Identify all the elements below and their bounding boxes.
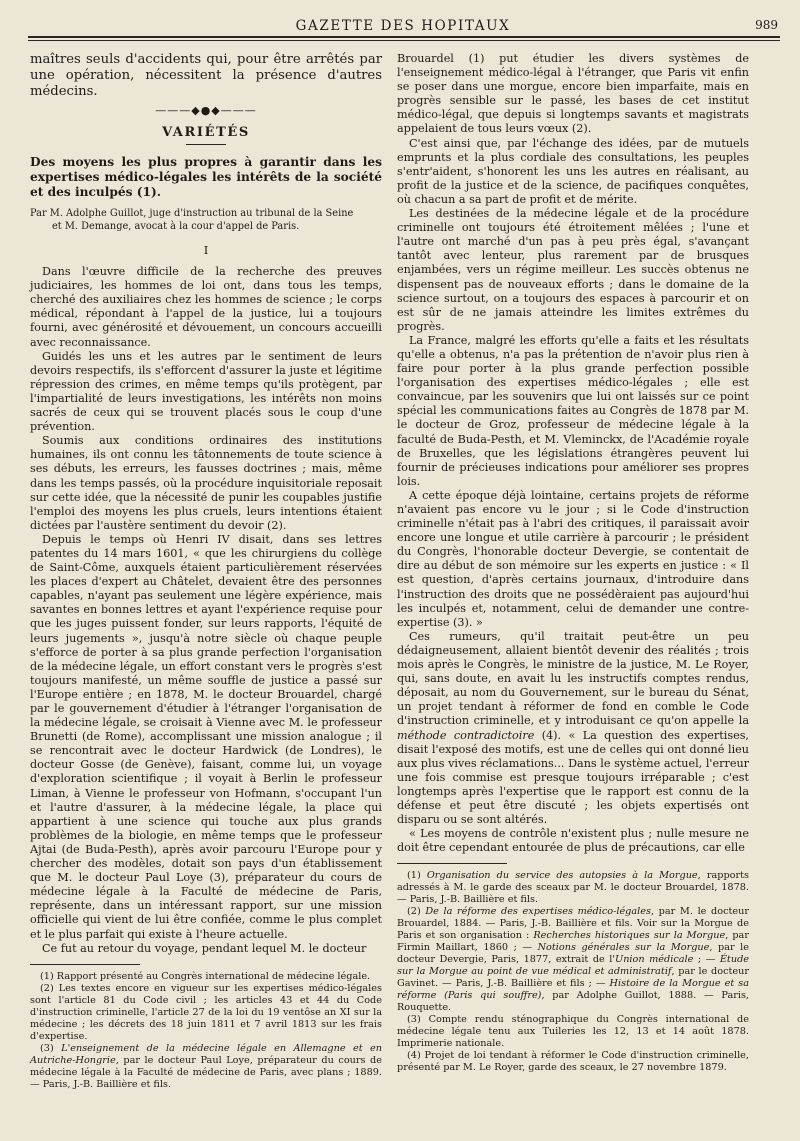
paragraph <box>397 630 749 827</box>
article-title: Des moyens les plus propres à garantir dans les expertises médico-légales les intérêts de la société et des inculpés (1). <box>30 155 382 200</box>
footnotes-left <box>30 971 382 1091</box>
footnote-rule <box>397 863 507 864</box>
ornament-divider: ———◆●◆——— <box>155 104 257 117</box>
paragraph-text: (4). « La question des expertises, disait l'exposé des motifs, est une de celles qui ont donné lieu aux plus vives réclamations... Dans le système actuel, l'erreur une fois commise est presque toujours irréparable ; c'est longtemps après l'expertise que le rapport est connu de la défense et peut être discuté ; les objets expertisés ont disparu ou se sont altérés. <box>397 728 749 827</box>
section-rule <box>186 144 226 145</box>
footnote: (1) Rapport présenté au Congrès international de médecine légale. <box>40 970 371 982</box>
footnote-text: , par Firmin Maillart, 1860 ; — <box>397 930 749 954</box>
running-title: GAZETTE DES HOPITAUX <box>295 18 511 34</box>
header-rule-thin <box>28 40 780 41</box>
paragraph: A cette époque déjà lointaine, certains projets de réforme n'avaient pas encore vu le jour ; si le Code d'instruction criminelle n'était pas à l'abri des critiques, il paraissait avoir encore une longue et utile carrière à parcourir ; le président du Congrès, l'honorable docteur Devergie, se contentait de dire au début de son mémoire sur les experts en justice : « Il est question, d'après certains journaux, d'introduire dans l'instruction des droits que ne possédèraient pas aujourd'hui les inculpés et, notamment, celui de demander une contre-expertise (3). » <box>397 488 749 629</box>
paragraph-emphasis: méthode contradictoire <box>397 728 535 742</box>
footnote-title: Étude sur la Morgue au point de vue médical et administratif <box>397 954 749 978</box>
footnote: (2) Les textes encore en vigueur sur les expertises médico-légales sont l'article 81 du Code civil ; les articles 43 et 44 du Code d'instruction criminelle, l'article 27 de la loi du 19 ventôse an XI sur la médecine ; les décrets des 18 juin 1811 et 7 avril 1813 sur les frais d'expertise. <box>30 982 382 1042</box>
paragraph-text: Ces rumeurs, qu'il traitait peut-être un peu dédaigneusement, allaient bientôt devenir des réalités ; trois mois après le Congrès, le ministre de la justice, M. Le Royer, qui, sans doute, en avait lu les instructifs comptes rendus, déposait, au nom du Gouvernement, sur le bureau du Sénat, un projet tendant à réformer de fond en comble le Code d'instruction criminelle, et y introduisant ce qu'on appelle la <box>397 629 749 728</box>
section-heading: VARIÉTÉS <box>162 125 250 141</box>
part-numeral: I <box>203 243 209 257</box>
footnote <box>397 906 749 1014</box>
footnote: (3) Compte rendu sténographique du Congrès international de médecine légale tenu aux Tuileries les 12, 13 et 14 août 1878. Imprimerie nationale. <box>397 1014 749 1050</box>
footnote <box>397 870 749 906</box>
footnote-title: De la réforme des expertises médico-légales <box>425 906 651 918</box>
byline <box>30 208 382 233</box>
paragraph: Ce fut au retour du voyage, pendant lequel M. le docteur <box>42 941 367 955</box>
footnote-number: (2) <box>407 906 426 918</box>
footnote-text: , par M. le docteur Brouardel, 1884. — Paris, J.-B. Baillière et fils. Voir sur la Morgue de Paris et son organisation : <box>397 906 749 942</box>
left-column <box>30 52 382 1091</box>
footnote-text: , par le docteur Devergie, Paris, 1877, extrait de l' <box>397 942 749 966</box>
page-number: 989 <box>755 18 778 32</box>
byline-line-1: Par M. Adolphe Guillot, juge d'instruction au tribunal de la Seine <box>30 208 354 220</box>
paragraph: C'est ainsi que, par l'échange des idées, par de mutuels emprunts et la plus cordiale des consultations, les peuples s'entr'aident, s'honorent les uns les autres en réalisant, au profit de la justice et de la science, de pacifiques conquêtes, où chacun a sa part de profit et de mérite. <box>397 136 749 206</box>
paragraph: Les destinées de la médecine légale et de la procédure criminelle ont toujours été étroitement mêlées ; l'une et l'autre ont marché d'un pas à peu près égal, s'avançant tantôt avec lenteur, plus rarement par de brusques enjambées, vers un régime meilleur. Les succès obtenus ne dispensent pas de nouveaux efforts ; dans le domaine de la science surtout, on a toujours des espaces à parcourir et on est sûr de ne jamais atteindre les limites extrêmes du progrès. <box>397 207 749 333</box>
paragraph: Brouardel (1) put étudier les divers systèmes de l'enseignement médico-légal à l'étranger, que Paris vit enfin se poser dans une morgue, encore bien imparfaite, mais en progrès sensible sur le passé, les bases de cet institut médico-légal, que depuis si longtemps savants et magistrats appelaient de tous leurs vœux (2). <box>397 52 749 136</box>
lead-paragraph: maîtres seuls d'accidents qui, pour être arrêtés par une opération, nécessitent la présence d'autres médecins. <box>30 52 382 99</box>
footnote-title: Recherches historiques sur la Morgue <box>533 930 726 942</box>
header-rule <box>28 36 780 38</box>
footnote-number: (1) <box>407 870 427 882</box>
footnote-title: Union médicale <box>615 954 694 966</box>
footnote: (4) Projet de loi tendant à réformer le Code d'instruction criminelle, présenté par M. Le Royer, garde des sceaux, le 27 novembre 1879. <box>397 1050 749 1074</box>
byline-line-2: et M. Demange, avocat à la cour d'appel de Paris. <box>52 220 300 232</box>
footnote-number: (3) <box>40 1042 62 1054</box>
footnote-text: ; — <box>693 954 720 966</box>
footnote-title: Histoire de la Morgue et sa réforme (Paris qui souffre) <box>397 978 749 1002</box>
footnotes-right <box>397 870 749 1074</box>
footnote-text: , par le docteur Paul Loye, préparateur du cours de médecine légale à la Faculté de médecine de Paris, avec plans ; 1889. — Paris, J.-B. Baillière et fils. <box>30 1054 382 1090</box>
paragraph: La France, malgré les efforts qu'elle a faits et les résultats qu'elle a obtenus, n'a pas la prétention de n'avoir plus rien à faire pour porter à la plus grande perfection possible l'organisation des expertises médico-légales ; elle est convaincue, par les souvenirs que lui ont laissés sur ce point spécial les communications faites au Congrès de 1878 par M. le docteur de Groz, professeur de médecine légale à la faculté de Buda-Pesth, et M. Vleminckx, de l'Académie royale de Bruxelles, que les législations étrangères peuvent lui fournir de précieuses indications pour améliorer ses propres lois. <box>397 333 749 488</box>
right-column <box>397 52 749 1074</box>
footnote-text: , rapports adressés à M. le garde des sceaux par M. le docteur Brouardel, 1878. — Paris, J.-B. Baillière et fils. <box>397 870 750 906</box>
footnote-text: , par Adolphe Guillot, 1888. — Paris, Rouquette. <box>397 990 749 1014</box>
paragraph: Soumis aux conditions ordinaires des institutions humaines, ils ont connu les tâtonnements de toute science à ses débuts, les erreurs, les fausses doctrines ; mais, même dans les temps passés, où la procédure inquisitoriale reposait sur cette idée, que la nécessité de punir les coupables justifie l'emploi des moyens les plus cruels, leurs intentions étaient dictées par l'austère sentiment du devoir (2). <box>30 434 382 532</box>
footnote <box>30 1043 382 1091</box>
footnote-title: L'enseignement de la médecine légale en Allemagne et en Autriche-Hongrie <box>30 1042 382 1066</box>
paragraph: Depuis le temps où Henri IV disait, dans ses lettres patentes du 14 mars 1601, « que les chirurgiens du collège de Saint-Côme, auxquels étaient particulièrement réservées les places d'expert au Châtelet, devaient être des personnes capables, n'ayant pas seulement une légère expérience, mais savantes en bonnes lettres et ayant l'expérience requise pour que les juges puissent fonder, sur leurs rapports, l'équité de leurs jugements », jusqu'à notre siècle où chaque peuple s'efforce de porter à sa plus grande perfection l'organisation de la médecine légale, un effort constant vers le progrès s'est toujours manifesté, un même souffle de justice a passé sur l'Europe entière ; en 1878, M. le docteur Brouardel, chargé par le gouvernement d'étudier à l'étranger l'organisation de la médecine légale, se croisait à Vienne avec M. le professeur Brunetti (de Rome), accomplissant une mission analogue ; il se rencontrait avec le docteur Hardwick (de Londres), le docteur Gosse (de Genève), faisant, comme lui, un voyage d'exploration scientifique ; il voyait à Berlin le professeur Liman, à Vienne le professeur von Hofmann, s'occupant l'un et l'autre d'assurer, à la médecine légale, la place qui appartient à une science qui touche aux plus grands problèmes de la biologie, en même temps que le professeur Ajtai (de Buda-Pesth), après avoir parcouru l'Europe pour y chercher des modèles, dotait son pays d'un établissement que M. le docteur Paul Loye (3), préparateur du cours de médecine légale à la Faculté de médecine de Paris, représente, dans un intéressant rapport, sur une mission officielle qui vient de lui être confiée, comme le plus complet et le plus parfait qui existe à l'heure actuelle. <box>30 532 382 941</box>
footnote-title: Organisation du service des autopsies à la Morgue <box>426 870 698 882</box>
footnote-text: , par le docteur Gavinet. — Paris, J.-B. Baillière et fils ; — <box>397 966 749 990</box>
paragraph: Guidés les uns et les autres par le sentiment de leurs devoirs respectifs, ils s'efforcent d'assurer la juste et légitime répression des crimes, en même temps qu'ils protègent, par l'impartialité de leurs investigations, les intérêts non moins sacrés de ceux qui se trouvent placés sous le coup d'une prévention. <box>30 349 382 434</box>
paragraph: « Les moyens de contrôle n'existent plus ; nulle mesure ne doit être cependant entourée de plus de précautions, car elle <box>397 827 749 855</box>
footnote-title: Notions générales sur la Morgue <box>537 942 710 954</box>
paragraph: Dans l'œuvre difficile de la recherche des preuves judiciaires, les hommes de loi ont, dans tous les temps, cherché des auxiliaires chez les hommes de science ; le corps médical, répondant à l'appel de la justice, lui a toujours fourni, avec générosité et dévouement, un concours accueilli avec reconnaissance. <box>30 265 382 349</box>
footnote-rule <box>30 964 140 965</box>
